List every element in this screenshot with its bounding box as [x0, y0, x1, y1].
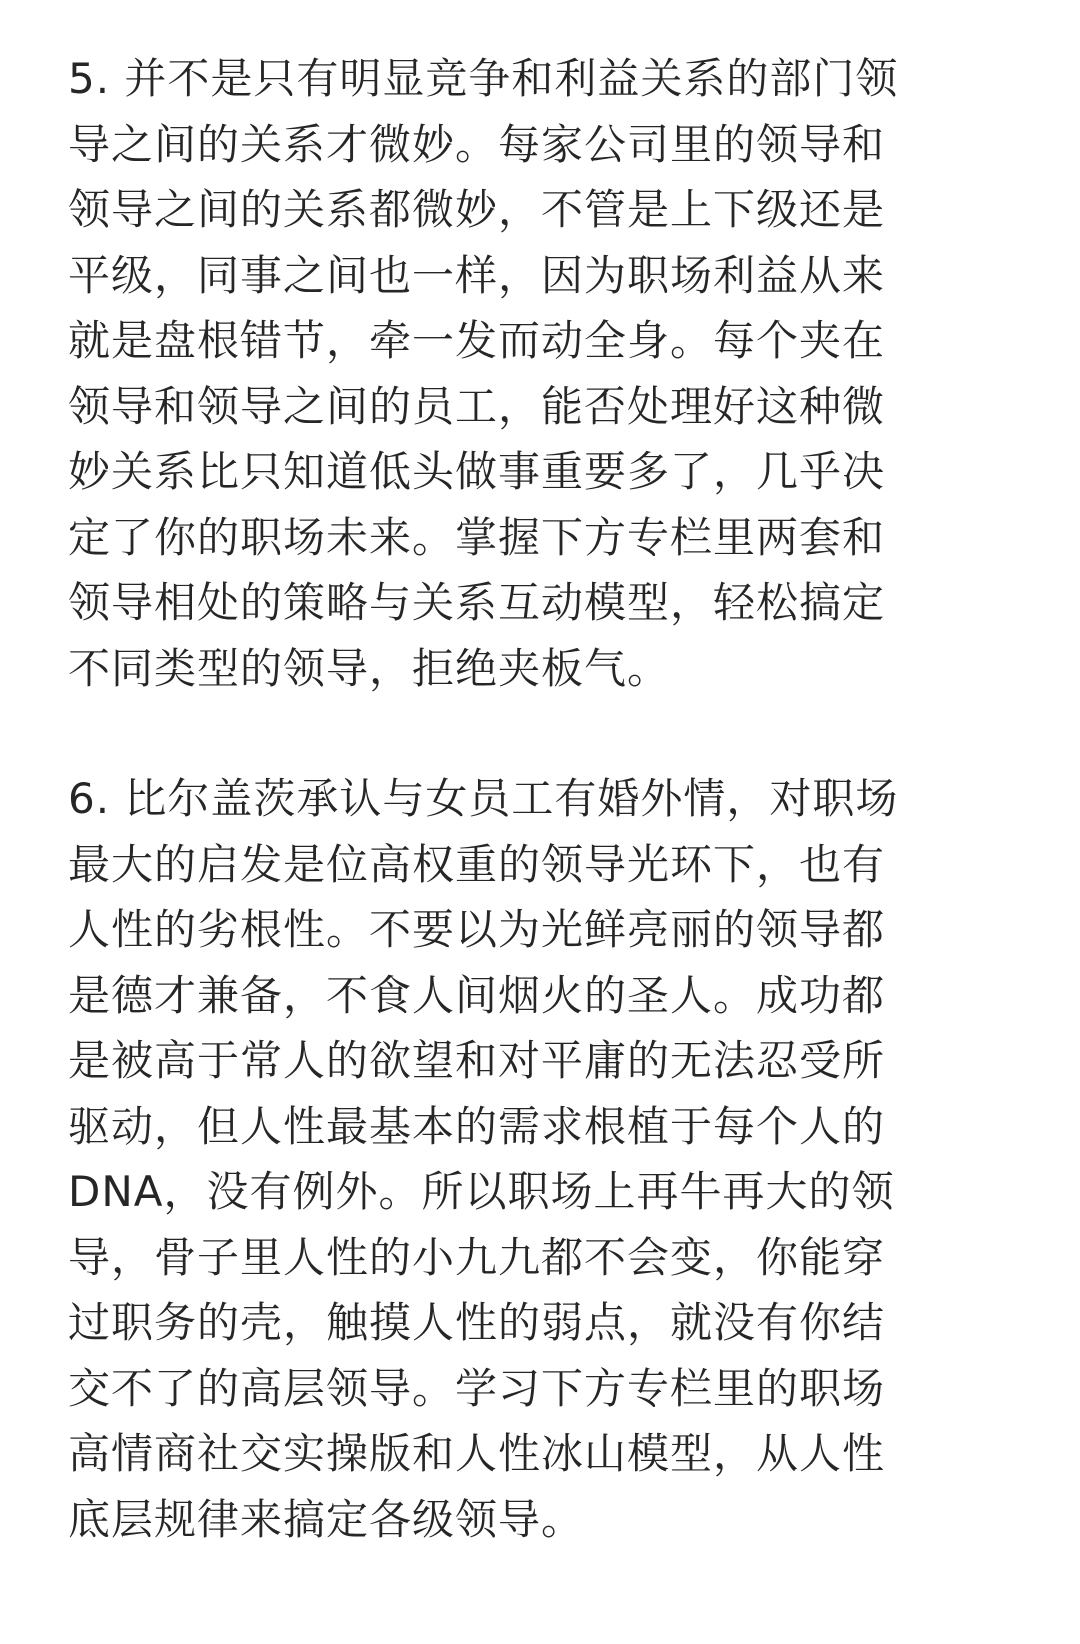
text-line: 导之间的关系才微妙。每家公司里的领导和	[68, 119, 886, 169]
text-line: 高情商社交实操版和人性冰山模型，从人性	[68, 1429, 886, 1478]
text-line: 就是盘根错节，牵一发而动全身。每个夹在	[68, 316, 886, 365]
text-line: 是被高于常人的欲望和对平庸的无法忍受所	[68, 1036, 886, 1085]
text-line: 是德才兼备，不食人间烟火的圣人。成功都	[68, 970, 886, 1020]
paragraph-spacer	[68, 701, 948, 766]
text-line: 5. 并不是只有明显竞争和利益关系的部门领	[68, 54, 899, 103]
text-line: 导，骨子里人性的小九九都不会变，你能穿	[68, 1232, 886, 1282]
text-line: 不同类型的领导，拒绝夹板气。	[68, 643, 671, 693]
text-line: 最大的启发是位高权重的领导光环下，也有	[68, 839, 886, 889]
text-line: 领导相处的策略与关系互动模型，轻松搞定	[68, 578, 886, 627]
text-line: 6. 比尔盖茨承认与女员工有婚外情，对职场	[68, 774, 899, 823]
text-line: 过职务的壳，触摸人性的弱点，就没有你结	[68, 1298, 886, 1347]
text-line: 底层规律来搞定各级领导。	[68, 1494, 585, 1544]
text-line: DNA，没有例外。所以职场上再牛再大的领	[68, 1167, 895, 1216]
paragraph-5	[68, 46, 948, 701]
text-line: 平级，同事之间也一样，因为职场利益从来	[68, 250, 886, 300]
text-line: 领导和领导之间的员工，能否处理好这种微	[68, 381, 886, 431]
text-line: 人性的劣根性。不要以为光鲜亮丽的领导都	[68, 905, 886, 954]
article-body	[68, 46, 948, 1552]
text-line: 领导之间的关系都微妙，不管是上下级还是	[68, 185, 886, 234]
text-line: 交不了的高层领导。学习下方专栏里的职场	[68, 1363, 886, 1413]
text-line: 定了你的职场未来。掌握下方专栏里两套和	[68, 512, 886, 562]
text-line: 妙关系比只知道低头做事重要多了，几乎决	[68, 447, 886, 496]
text-line: 驱动，但人性最基本的需求根植于每个人的	[68, 1101, 886, 1151]
paragraph-6	[68, 766, 948, 1552]
